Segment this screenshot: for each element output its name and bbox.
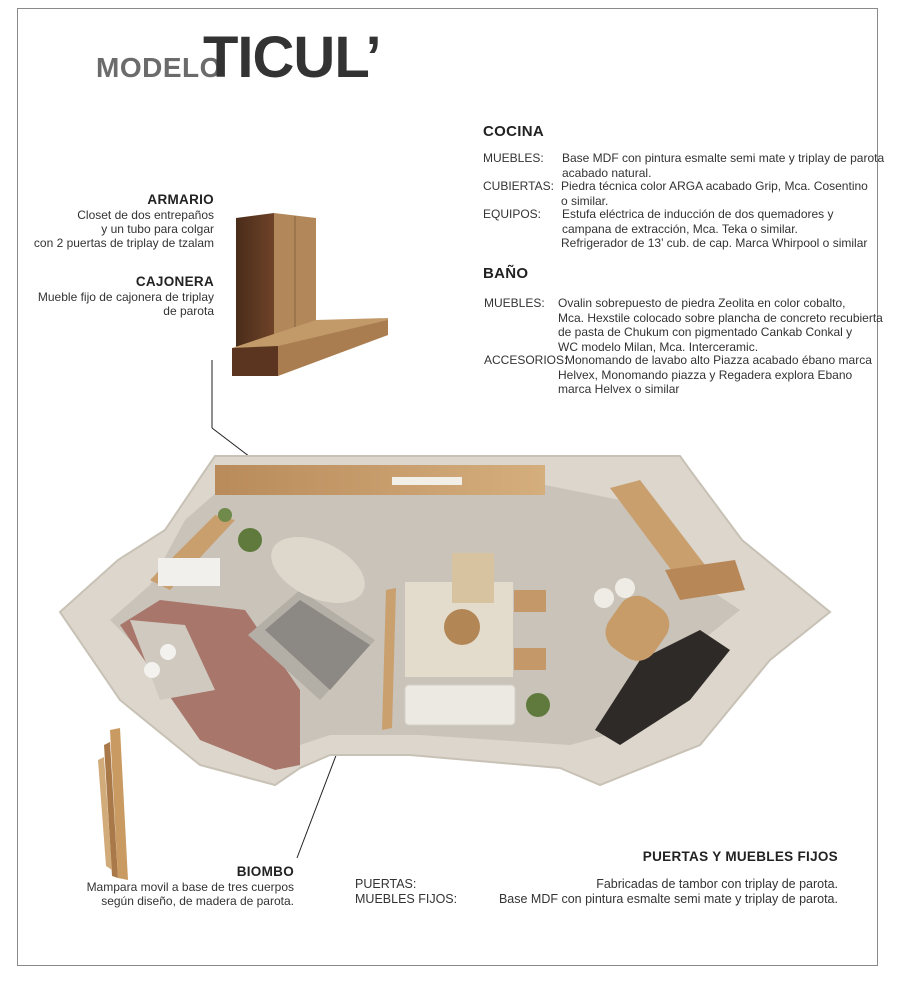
- cocina-muebles-line-1: Base MDF con pintura esmalte semi mate y triplay de parota: [562, 151, 885, 165]
- cajonera-line-1: Mueble fijo de cajonera de triplay: [37, 290, 214, 304]
- cocina-cubiertas-line-2: o similar.: [561, 193, 609, 208]
- bano-accesorios-line-2: Helvex, Monomando piazza y Regadera explora Ebano: [558, 367, 853, 382]
- cocina-equipos-line-2: campana de extracción, Mca. Teka o similar.: [562, 221, 798, 236]
- cocina-muebles-key: MUEBLES:: [483, 151, 544, 165]
- bano-accesorios-key: ACCESORIOS:: [484, 353, 568, 367]
- bano-muebles-line-1: Ovalin sobrepuesto de piedra Zeolita en color cobalto,: [558, 296, 846, 310]
- puertas-heading: PUERTAS Y MUEBLES FIJOS: [642, 849, 838, 864]
- armario-heading: ARMARIO: [147, 192, 214, 207]
- bano-heading: BAÑO: [483, 265, 529, 282]
- title-name: TICUL’: [203, 25, 381, 90]
- muebles-fijos-key: MUEBLES FIJOS:: [355, 892, 458, 906]
- armario-line-3: con 2 puertas de triplay de tzalam: [33, 236, 214, 250]
- bano-muebles-line-3: de pasta de Chukum con pigmentado Cankab Conkal y: [558, 325, 853, 340]
- cocina-cubiertas-key: CUBIERTAS:: [483, 179, 554, 193]
- title-prefix: MODELO: [96, 52, 222, 83]
- bano-accesorios-line-1: Monomando de lavabo alto Piazza acabado ébano marca: [565, 353, 872, 367]
- puertas-value: Fabricadas de tambor con triplay de parota.: [596, 877, 838, 891]
- armario-line-2: y un tubo para colgar: [101, 222, 214, 236]
- cocina-heading: COCINA: [483, 123, 544, 140]
- bano-muebles-line-2: Mca. Hexstile colocado sobre plancha de concreto recubierta: [558, 310, 883, 325]
- cajonera-heading: CAJONERA: [135, 274, 214, 289]
- cocina-muebles-line-2: acabado natural.: [562, 165, 652, 180]
- biombo-line-1: Mampara movil a base de tres cuerpos: [86, 880, 294, 894]
- bano-muebles-key: MUEBLES:: [484, 296, 545, 310]
- bano-accesorios-line-3: marca Helvex o similar: [558, 382, 680, 397]
- cocina-cubiertas-line-1: Piedra técnica color ARGA acabado Grip, Mca. Cosentino: [561, 179, 868, 193]
- armario-line-1: Closet de dos entrepaños: [77, 208, 214, 222]
- cocina-equipos-key: EQUIPOS:: [483, 207, 542, 221]
- biombo-illustration: [98, 728, 128, 880]
- biombo-line-2: según diseño, de madera de parota.: [101, 894, 294, 908]
- bano-muebles-line-4: WC modelo Milan, Mca. Interceramic.: [558, 339, 759, 354]
- cajonera-line-2: de parota: [163, 304, 214, 318]
- armario-cajonera-illustration: [232, 213, 388, 376]
- puertas-key: PUERTAS:: [355, 877, 417, 891]
- cocina-equipos-line-3: Refrigerador de 13’ cub. de cap. Marca Whirpool o similar: [561, 236, 868, 251]
- muebles-fijos-value: Base MDF con pintura esmalte semi mate y triplay de parota.: [498, 892, 838, 906]
- cocina-equipos-line-1: Estufa eléctrica de inducción de dos quemadores y: [562, 207, 834, 221]
- biombo-heading: BIOMBO: [236, 864, 294, 879]
- floor-plan: [60, 456, 830, 785]
